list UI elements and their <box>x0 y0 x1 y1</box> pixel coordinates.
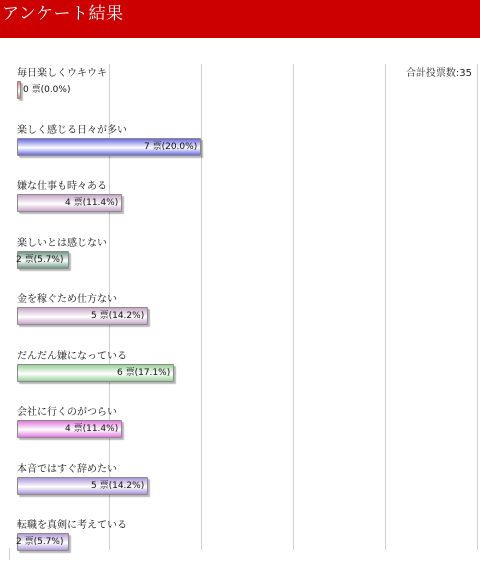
total-votes-label: 合計投票数:35 <box>405 68 472 79</box>
bar-value-label: 6 票(17.1%) <box>117 367 171 378</box>
bar-value-label: 5 票(14.2%) <box>91 480 145 491</box>
category-label: 楽しいとは感じない <box>17 237 107 249</box>
gridline-5 <box>477 64 478 550</box>
category-label: 嫌な仕事も時々ある <box>17 181 107 192</box>
category-label: だんだん嫌になっている <box>17 350 127 362</box>
bar-value-label: 5 票(14.2%) <box>91 311 145 321</box>
bar-value-label: 7 票(20.0%) <box>144 141 198 152</box>
bar-value-label: 2 票(5.7%) <box>16 254 64 265</box>
bar-value-label: 4 票(11.4%) <box>65 424 119 434</box>
page-title: アンケート結果 <box>2 4 124 24</box>
category-label: 本音ではすぐ辞めたい <box>17 463 117 475</box>
bar-value-label: 2 票(5.7%) <box>16 537 64 547</box>
bar-value-label: 4 票(11.4%) <box>65 198 119 208</box>
category-label: 金を稼ぐため仕方ない <box>17 294 117 305</box>
gridline-2 <box>201 64 202 550</box>
bar <box>17 81 21 99</box>
header-bar <box>0 0 480 38</box>
category-label: 会社に行くのがつらい <box>17 407 117 418</box>
category-label: 毎日楽しくウキウキ <box>17 68 107 79</box>
bar-value-label: 0 票(0.0%) <box>23 85 71 95</box>
category-label: 楽しく感じる日々が多い <box>17 124 127 136</box>
category-label: 転職を真剣に考えている <box>17 520 127 531</box>
gridline-4 <box>385 64 386 550</box>
chart-left-edge <box>9 548 10 560</box>
gridline-3 <box>293 64 294 550</box>
